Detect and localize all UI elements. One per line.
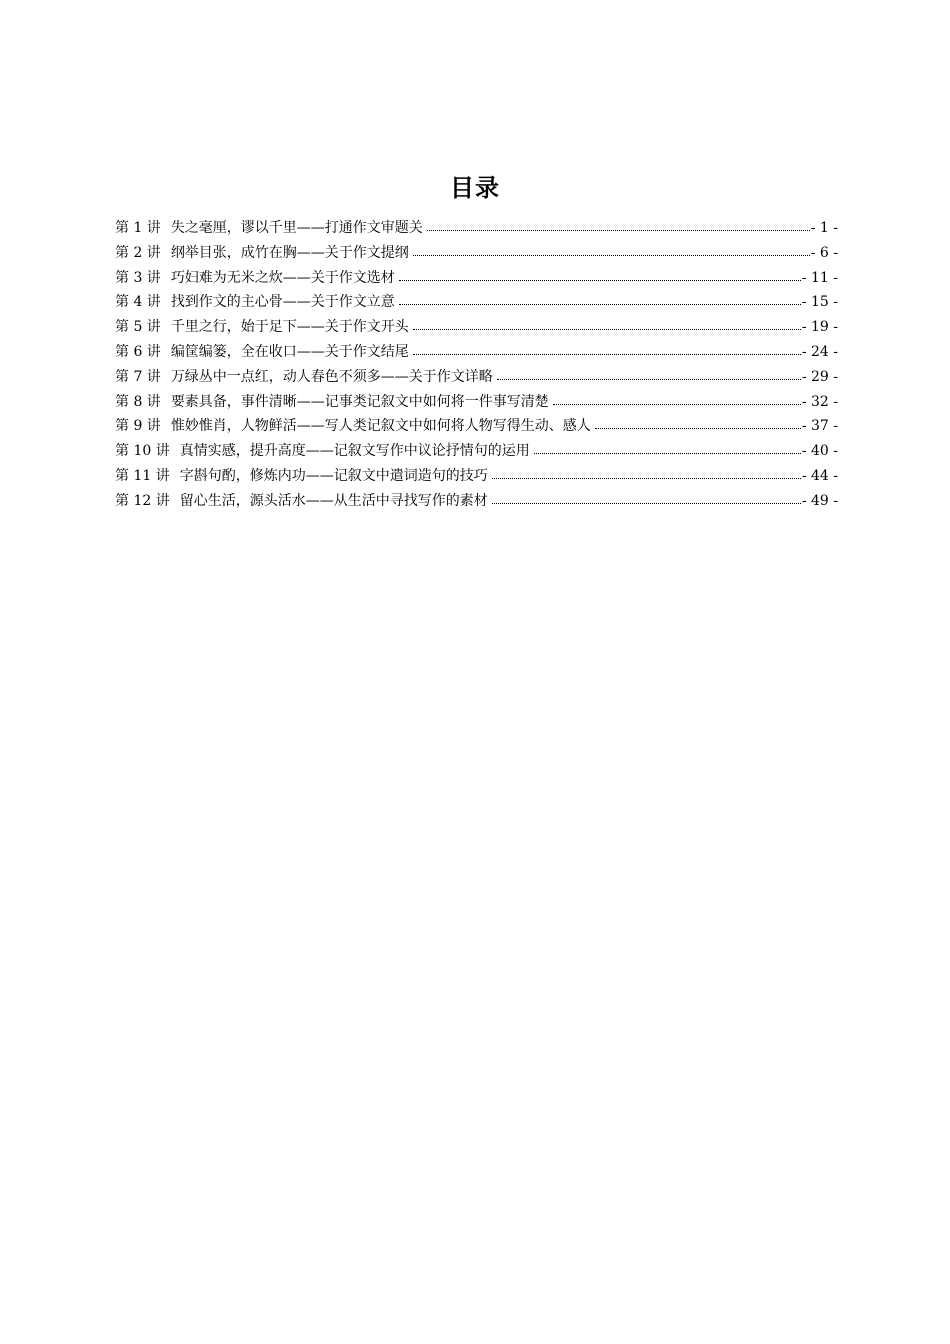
toc-entry-lecture: 第 7 讲: [115, 368, 161, 385]
toc-entry-page: - 6 -: [810, 244, 838, 261]
toc-entry-title: 要素具备，事件清晰——记事类记叙文中如何将一件事写清楚: [170, 393, 549, 410]
toc-dot-leader: [492, 502, 801, 504]
toc-entry[interactable]: [115, 243, 838, 268]
toc-dot-leader: [595, 427, 801, 429]
toc-entry[interactable]: [115, 441, 838, 466]
toc-entry[interactable]: [115, 392, 838, 417]
toc-dot-leader: [497, 378, 801, 380]
toc-entry-lecture: 第 8 讲: [115, 393, 161, 410]
toc-entry-title: 万绿丛中一点红，动人春色不须多——关于作文详略: [170, 368, 493, 385]
toc-entry-title: 千里之行，始于足下——关于作文开头: [170, 319, 409, 336]
toc-entry-title: 找到作文的主心骨——关于作文立意: [170, 294, 395, 311]
toc-entry[interactable]: [115, 342, 838, 367]
toc-entry-title: 字斟句酌，修炼内功——记叙文中遣词造句的技巧: [179, 467, 488, 484]
toc-entry-lecture: 第 11 讲: [115, 467, 170, 484]
toc-entry[interactable]: [115, 218, 838, 243]
toc-entry-title: 编筐编篓，全在收口——关于作文结尾: [170, 343, 409, 360]
toc-dot-leader: [399, 279, 801, 281]
toc-entry-page: - 1 -: [810, 220, 838, 236]
toc-entry-page: - 49 -: [801, 492, 838, 509]
toc-dot-leader: [413, 254, 810, 256]
toc-entry[interactable]: [115, 268, 838, 293]
toc-dot-leader: [413, 353, 801, 355]
toc-entry-title: 真情实感，提升高度——记叙文写作中议论抒情句的运用: [179, 443, 530, 460]
toc-entry[interactable]: [115, 367, 838, 392]
toc-entry-title: 惟妙惟肖，人物鲜活——写人类记叙文中如何将人物写得生动、感人: [170, 418, 591, 435]
toc-entry[interactable]: [115, 466, 838, 491]
toc-dot-leader: [399, 303, 801, 305]
toc-dot-leader: [427, 229, 810, 231]
toc-entry-lecture: 第 10 讲: [115, 443, 170, 460]
toc-entry-lecture: 第 12 讲: [115, 492, 170, 509]
toc-entry-page: - 19 -: [801, 319, 838, 336]
toc-entry-lecture: 第 6 讲: [115, 343, 161, 360]
toc-entry-lecture: 第 4 讲: [115, 294, 161, 311]
toc-dot-leader: [534, 452, 801, 454]
toc-entry[interactable]: [115, 491, 838, 516]
toc-entry-title: 纲举目张，成竹在胸——关于作文提纲: [170, 244, 409, 261]
toc-dot-leader: [413, 328, 801, 330]
toc-entry-page: - 44 -: [801, 467, 838, 484]
toc-entry-page: - 11 -: [801, 269, 838, 286]
toc-dot-leader: [553, 403, 801, 405]
toc-entry-lecture: 第 5 讲: [115, 319, 161, 336]
toc-entry-lecture: 第 2 讲: [115, 244, 161, 261]
toc-entry[interactable]: [115, 416, 838, 441]
toc-entry-title: 巧妇难为无米之炊——关于作文选材: [170, 269, 395, 286]
toc-entry-title: 留心生活，源头活水——从生活中寻找写作的素材: [179, 492, 488, 509]
toc-dot-leader: [492, 477, 801, 479]
toc-entry-lecture: 第 9 讲: [115, 418, 161, 435]
toc-entry[interactable]: [115, 292, 838, 317]
toc-entry-title: 失之毫厘，谬以千里——打通作文审题关: [170, 220, 423, 236]
toc-entry-page: - 37 -: [801, 418, 838, 435]
toc-entry-page: - 15 -: [801, 294, 838, 311]
toc-entry-page: - 32 -: [801, 393, 838, 410]
toc-title: 目录: [450, 174, 500, 202]
toc-entry-lecture: 第 1 讲: [115, 220, 161, 236]
toc-entry-page: - 24 -: [801, 343, 838, 360]
toc-entry-lecture: 第 3 讲: [115, 269, 161, 286]
toc-entry[interactable]: [115, 317, 838, 342]
toc-entry-page: - 29 -: [801, 368, 838, 385]
toc-list: [115, 218, 838, 516]
toc-entry-page: - 40 -: [801, 443, 838, 460]
